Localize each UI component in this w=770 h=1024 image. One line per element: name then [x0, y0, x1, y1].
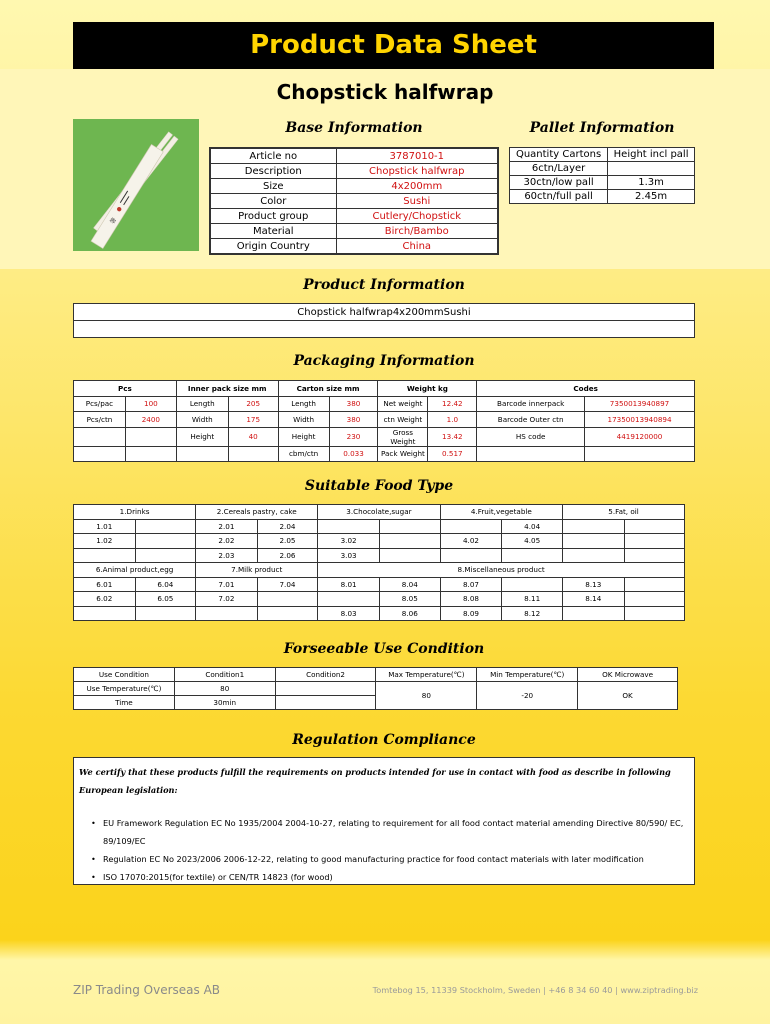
table-cell	[585, 446, 695, 462]
table-cell: 100	[125, 396, 176, 412]
table-cell: Barcode innerpack	[477, 396, 585, 412]
table-row	[510, 176, 695, 190]
table-cell	[624, 519, 684, 534]
table-cell: 30min	[174, 696, 275, 710]
table-row	[510, 190, 695, 204]
product-information-table	[73, 303, 695, 338]
table-cell: 7.04	[257, 577, 318, 592]
table-cell: 7.Milk product	[196, 563, 318, 578]
table-cell: 4.05	[502, 534, 563, 549]
table-cell: 6.02	[74, 592, 136, 607]
table-cell: ctn Weight	[378, 412, 428, 428]
table-cell: Width	[176, 412, 228, 428]
table-cell	[196, 606, 258, 621]
table-cell: Pcs	[74, 381, 177, 397]
table-cell: Cutlery/Chopstick	[336, 209, 498, 224]
table-cell: Condition2	[275, 668, 376, 682]
table-cell: 2.05	[257, 534, 318, 549]
table-cell	[379, 534, 440, 549]
table-cell: 6.01	[74, 577, 136, 592]
table-cell: Pcs/ctn	[74, 412, 126, 428]
table-cell: 80	[376, 682, 477, 710]
table-cell: 6.05	[135, 592, 196, 607]
table-row	[74, 577, 685, 592]
table-cell: 80	[174, 682, 275, 696]
table-row	[74, 304, 695, 321]
table-cell: 8.08	[440, 592, 502, 607]
table-cell: 175	[228, 412, 278, 428]
table-cell: Carton size mm	[278, 381, 378, 397]
table-cell: HS code	[477, 427, 585, 446]
packaging-information-table	[73, 380, 695, 462]
table-cell	[275, 682, 376, 696]
table-cell: Inner pack size mm	[176, 381, 278, 397]
table-cell: 3.03	[318, 548, 380, 563]
table-cell	[563, 534, 625, 549]
table-cell: 8.Miscellaneous product	[318, 563, 685, 578]
table-cell: OK Microwave	[578, 668, 678, 682]
table-row	[210, 224, 498, 239]
table-cell: 380	[329, 396, 378, 412]
table-cell: 5.Fat, oil	[563, 505, 685, 520]
table-cell	[74, 321, 695, 338]
table-cell: Gross Weight	[378, 427, 428, 446]
svg-text:箸: 箸	[109, 216, 119, 226]
table-cell: 1.01	[74, 519, 136, 534]
bullet-icon: •	[91, 872, 96, 882]
table-cell: Size	[210, 179, 336, 194]
table-cell	[379, 519, 440, 534]
table-row	[74, 606, 685, 621]
table-cell: 40	[228, 427, 278, 446]
table-cell	[624, 577, 684, 592]
table-cell: 4419120000	[585, 427, 695, 446]
table-cell	[502, 577, 563, 592]
table-cell: 2.04	[257, 519, 318, 534]
table-cell: 7350013940897	[585, 396, 695, 412]
table-cell: Width	[278, 412, 329, 428]
section-pallet-information: Pallet Information	[529, 120, 675, 136]
section-suitable-food-type: Suitable Food Type	[304, 478, 454, 494]
table-cell: Height	[176, 427, 228, 446]
table-cell: 17350013940894	[585, 412, 695, 428]
table-cell	[74, 446, 126, 462]
table-cell: 205	[228, 396, 278, 412]
table-cell	[135, 606, 196, 621]
table-row	[74, 427, 695, 446]
table-cell: cbm/ctn	[278, 446, 329, 462]
table-cell: 8.03	[318, 606, 380, 621]
table-cell: 8.12	[502, 606, 563, 621]
table-cell: Product group	[210, 209, 336, 224]
bullet-icon: •	[91, 854, 96, 864]
table-cell: Material	[210, 224, 336, 239]
table-row	[210, 164, 498, 179]
table-header-row	[74, 381, 695, 397]
product-title: Chopstick halfwrap	[276, 80, 494, 104]
table-cell: Color	[210, 194, 336, 209]
section-product-information: Product Information	[303, 277, 465, 293]
table-header-row	[74, 563, 685, 578]
table-cell	[74, 606, 136, 621]
table-cell	[563, 606, 625, 621]
table-cell: Time	[74, 696, 175, 710]
table-row	[210, 239, 498, 255]
table-row	[210, 209, 498, 224]
table-cell: 13.42	[428, 427, 477, 446]
section-regulation-compliance: Regulation Compliance	[292, 732, 476, 748]
table-cell	[440, 548, 502, 563]
table-cell	[624, 534, 684, 549]
table-cell: Use Temperature(℃)	[74, 682, 175, 696]
table-row	[510, 162, 695, 176]
table-row	[210, 194, 498, 209]
table-row	[74, 396, 695, 412]
table-cell: 3787010-1	[336, 148, 498, 164]
table-cell: 0.517	[428, 446, 477, 462]
table-cell	[563, 519, 625, 534]
table-cell	[563, 548, 625, 563]
table-cell: 2.Cereals pastry, cake	[196, 505, 318, 520]
table-row	[74, 548, 685, 563]
table-cell: 2.03	[196, 548, 258, 563]
footer-company: ZIP Trading Overseas AB	[73, 983, 221, 997]
table-cell: 230	[329, 427, 378, 446]
table-cell: Height	[278, 427, 329, 446]
table-cell: Max Temperature(℃)	[376, 668, 477, 682]
table-cell: Codes	[477, 381, 695, 397]
table-cell: 8.05	[379, 592, 440, 607]
bullet-icon: •	[91, 818, 96, 828]
table-cell: 8.14	[563, 592, 625, 607]
table-cell: 8.04	[379, 577, 440, 592]
table-cell	[135, 534, 196, 549]
table-cell	[624, 548, 684, 563]
table-cell: Description	[210, 164, 336, 179]
list-item: • EU Framework Regulation EC No 1935/2004 2004-10-27, relating to requirement for all food contact material amending Directive 80/590/ EC, 89/109/EC	[79, 814, 691, 850]
list-item: • ISO 17070:2015(for textile) or CEN/TR 14823 (for wood)	[79, 868, 691, 886]
list-item: • Regulation EC No 2023/2006 2006-12-22, relating to good manufacturing practice for food contact materials with later modification	[79, 850, 691, 868]
table-cell: Length	[278, 396, 329, 412]
table-cell: Condition1	[174, 668, 275, 682]
table-cell: Length	[176, 396, 228, 412]
table-cell: Min Temperature(℃)	[477, 668, 578, 682]
table-cell: 2400	[125, 412, 176, 428]
table-cell: Sushi	[336, 194, 498, 209]
table-cell	[502, 548, 563, 563]
table-cell: OK	[578, 682, 678, 710]
table-cell: 8.06	[379, 606, 440, 621]
table-cell: 1.Drinks	[74, 505, 196, 520]
table-cell: Pcs/pac	[74, 396, 126, 412]
table-cell: 8.09	[440, 606, 502, 621]
table-cell: 7.01	[196, 577, 258, 592]
table-cell: 2.02	[196, 534, 258, 549]
table-cell: Weight kg	[378, 381, 477, 397]
table-cell	[176, 446, 228, 462]
table-cell	[125, 446, 176, 462]
table-row	[74, 682, 678, 696]
table-cell: 1.3m	[608, 176, 695, 190]
table-cell: -20	[477, 682, 578, 710]
chopstick-image	[73, 119, 199, 251]
table-cell	[257, 606, 318, 621]
table-cell: 2.45m	[608, 190, 695, 204]
table-row	[210, 179, 498, 194]
table-cell: 3.Chocolate,sugar	[318, 505, 440, 520]
table-cell	[318, 519, 380, 534]
table-cell	[275, 696, 376, 710]
regulation-intro: We certify that these products fulfill the requirements on products intended for use in contact with food as describe in following European legislation:	[79, 767, 671, 795]
table-cell: Origin Country	[210, 239, 336, 255]
table-cell	[74, 548, 136, 563]
table-cell	[74, 427, 126, 446]
table-cell: 380	[329, 412, 378, 428]
table-cell: 6.04	[135, 577, 196, 592]
table-cell: 6ctn/Layer	[510, 162, 608, 176]
table-cell: 0.033	[329, 446, 378, 462]
page-title: Product Data Sheet	[250, 30, 537, 60]
table-cell	[608, 162, 695, 176]
table-cell: 8.07	[440, 577, 502, 592]
table-cell	[477, 446, 585, 462]
table-row	[74, 519, 685, 534]
section-packaging-information: Packaging Information	[293, 353, 475, 369]
table-row	[74, 534, 685, 549]
section-base-information: Base Information	[285, 120, 423, 136]
table-cell: Chopstick halfwrap4x200mmSushi	[74, 304, 695, 321]
product-image	[73, 119, 199, 251]
use-condition-table	[73, 667, 678, 710]
table-cell: Article no	[210, 148, 336, 164]
table-cell	[624, 606, 684, 621]
table-cell: 1.0	[428, 412, 477, 428]
table-row	[74, 412, 695, 428]
table-cell	[318, 592, 380, 607]
table-cell: 8.01	[318, 577, 380, 592]
table-cell: Net weight	[378, 396, 428, 412]
table-cell	[125, 427, 176, 446]
table-cell: 4.04	[502, 519, 563, 534]
table-cell: 4x200mm	[336, 179, 498, 194]
table-cell: 4.Fruit,vegetable	[440, 505, 562, 520]
table-cell: 12.42	[428, 396, 477, 412]
pallet-information-table	[509, 147, 695, 204]
table-cell: 8.13	[563, 577, 625, 592]
table-cell	[228, 446, 278, 462]
table-cell: 8.11	[502, 592, 563, 607]
table-cell	[624, 592, 684, 607]
table-cell	[135, 548, 196, 563]
footer-address: Tomtebog 15, 11339 Stockholm, Sweden | +46 8 34 60 40 | www.ziptrading.biz	[372, 985, 698, 995]
table-row	[74, 592, 685, 607]
table-cell: 2.01	[196, 519, 258, 534]
table-cell	[135, 519, 196, 534]
table-cell: 1.02	[74, 534, 136, 549]
table-header-row	[74, 668, 678, 682]
table-cell: 6.Animal product,egg	[74, 563, 196, 578]
base-information-table	[209, 147, 499, 255]
table-cell: Birch/Bambo	[336, 224, 498, 239]
table-cell: Barcode Outer ctn	[477, 412, 585, 428]
table-cell: 7.02	[196, 592, 258, 607]
table-cell	[440, 519, 502, 534]
table-header-row	[74, 505, 685, 520]
table-cell	[257, 592, 318, 607]
suitable-food-type-table	[73, 504, 685, 621]
regulation-list	[79, 814, 691, 886]
table-cell: 4.02	[440, 534, 502, 549]
table-cell	[379, 548, 440, 563]
table-cell: Chopstick halfwrap	[336, 164, 498, 179]
table-row	[210, 148, 498, 164]
table-cell: 2.06	[257, 548, 318, 563]
table-row	[74, 321, 695, 338]
table-cell: 3.02	[318, 534, 380, 549]
table-cell: Use Condition	[74, 668, 175, 682]
table-cell: Quantity Cartons	[510, 148, 608, 162]
table-cell: 30ctn/low pall	[510, 176, 608, 190]
table-cell: Pack Weight	[378, 446, 428, 462]
table-row	[74, 446, 695, 462]
section-forseeable-use-condition: Forseeable Use Condition	[283, 641, 485, 657]
table-cell: China	[336, 239, 498, 255]
table-header-row	[510, 148, 695, 162]
table-cell: 60ctn/full pall	[510, 190, 608, 204]
table-cell: Height incl pall	[608, 148, 695, 162]
